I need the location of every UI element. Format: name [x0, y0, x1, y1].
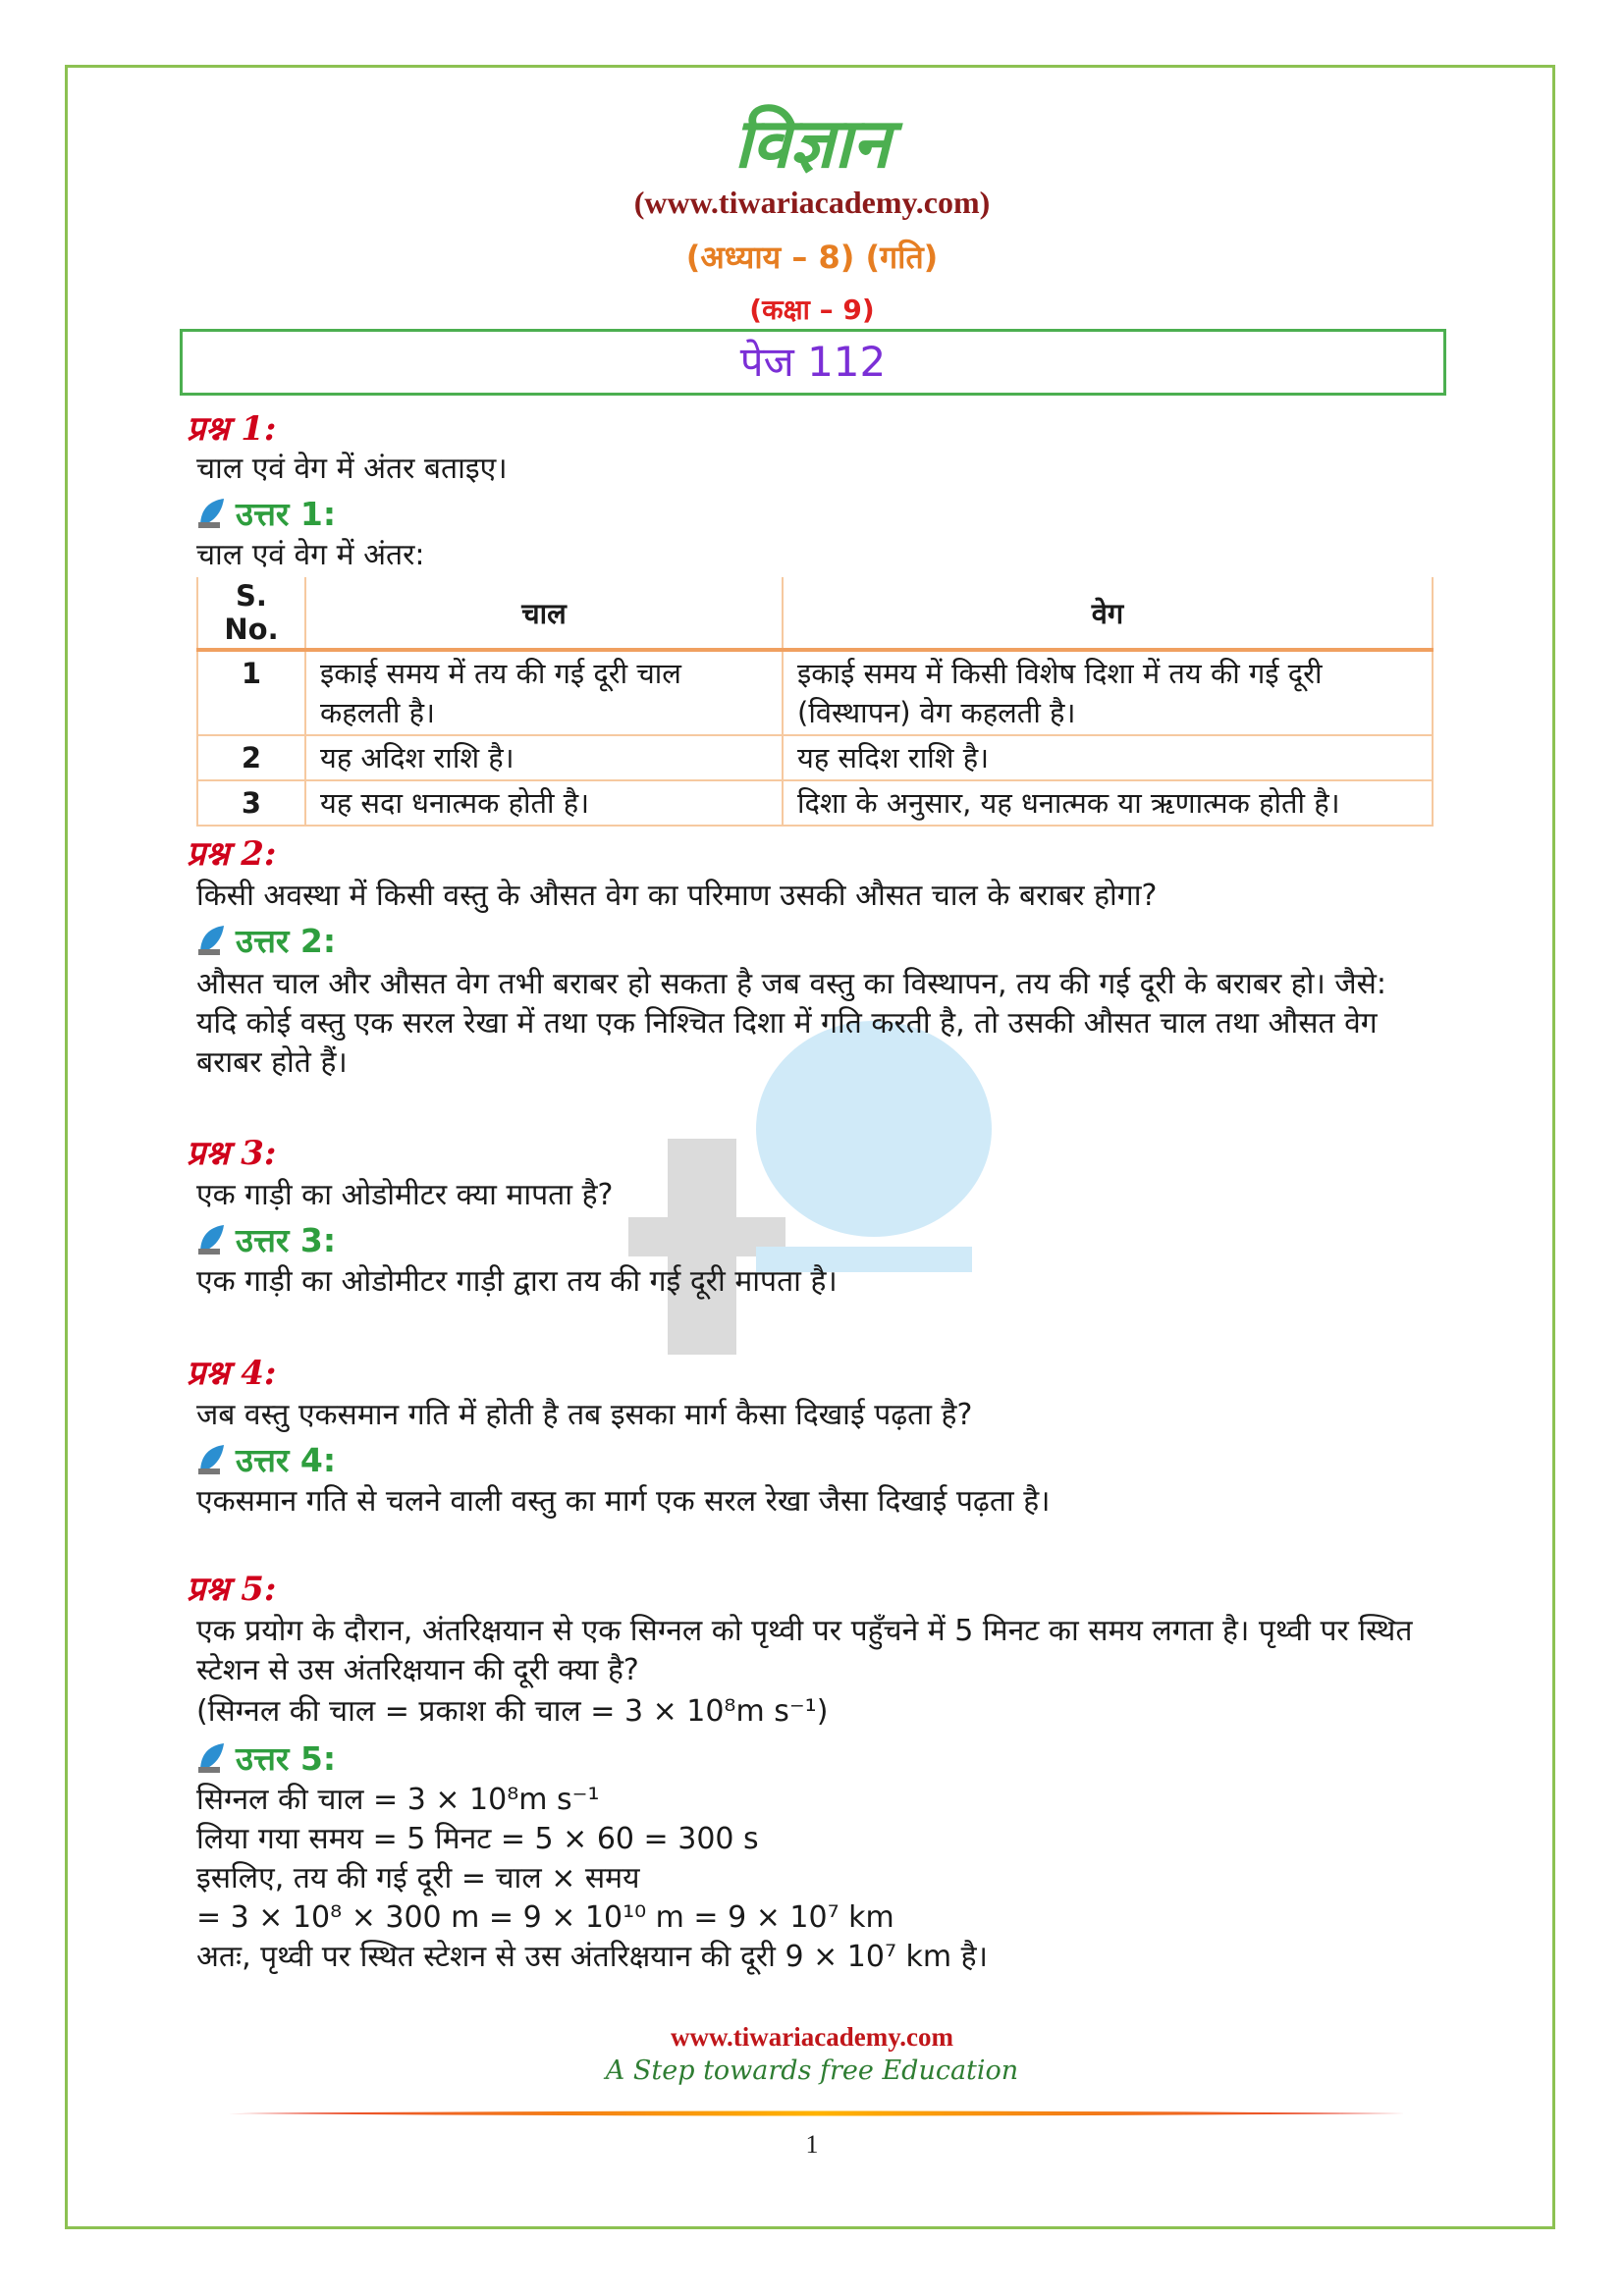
table-cell: 3: [197, 780, 305, 826]
answer-5-heading: [196, 1735, 336, 1780]
class-label: (कक्षा – 9): [749, 294, 875, 326]
table-header-speed: चाल: [305, 577, 783, 650]
answer-5-label: उत्तर 5:: [236, 1739, 337, 1778]
question-5-text: एक प्रयोग के दौरान, अंतरिक्षयान से एक सिग्नल को पृथ्वी पर पहुँचने में 5 मिनट का समय लगता है। पृथ्वी पर स्थित स्टेशन से उस अंतरिक्षयान की दूरी क्या है?: [196, 1614, 1413, 1687]
question-1-label: प्रश्न 1:: [187, 409, 277, 449]
question-1-text: चाल एवं वेग में अंतर बताइए।: [196, 452, 508, 486]
question-4-label: प्रश्न 4:: [187, 1354, 277, 1393]
table-cell: 1: [197, 650, 305, 735]
leaf-icon: [196, 1443, 226, 1476]
table-cell: यह सदिश राशि है।: [783, 735, 1433, 780]
answer-4-heading: [196, 1437, 336, 1481]
question-5-given: (सिग्नल की चाल = प्रकाश की चाल = 3 × 10⁸m s⁻¹): [196, 1694, 829, 1729]
table-header-velocity: वेग: [783, 577, 1433, 650]
question-3-label: प्रश्न 3:: [187, 1134, 277, 1173]
question-4-text: जब वस्तु एकसमान गति में होती है तब इसका मार्ग कैसा दिखाई पढ़ता है?: [196, 1398, 973, 1432]
leaf-icon: [196, 924, 226, 957]
table-row: [197, 735, 1433, 780]
page-number-box: पेज 112: [180, 329, 1446, 396]
answer-2-heading: [196, 918, 336, 962]
answer-5-line: अतः, पृथ्वी पर स्थित स्टेशन से उस अंतरिक्षयान की दूरी 9 × 10⁷ km है।: [196, 1940, 988, 1974]
footer-tagline: A Step towards free Education: [605, 2056, 1019, 2086]
answer-2-text: औसत चाल और औसत वेग तभी बराबर हो सकता है जब वस्तु का विस्थापन, तय की गई दूरी के बराबर हो। जैसे: यदि कोई वस्तु एक सरल रेखा में तथा एक निश्चित दिशा में गति करती है, तो उसकी औसत चाल तथा औसत वेग बराबर होते हैं।: [196, 967, 1387, 1080]
question-2-text: किसी अवस्था में किसी वस्तु के औसत वेग का परिमाण उसकी औसत चाल के बराबर होगा?: [196, 879, 1158, 913]
table-row: [197, 780, 1433, 826]
answer-2-label: उत्तर 2:: [236, 922, 337, 960]
table-row: [197, 650, 1433, 735]
question-3-text: एक गाड़ी का ओडोमीटर क्या मापता है?: [196, 1178, 614, 1212]
header-site-url[interactable]: (www.tiwariacademy.com): [633, 185, 991, 220]
answer-4-label: उत्तर 4:: [236, 1441, 337, 1479]
answer-4-text: एकसमान गति से चलने वाली वस्तु का मार्ग एक सरल रेखा जैसा दिखाई पढ़ता है।: [196, 1484, 1051, 1519]
footer-divider: [229, 2110, 1405, 2116]
answer-5-line: इसलिए, तय की गई दूरी = चाल × समय: [196, 1861, 640, 1896]
answer-5-line: = 3 × 10⁸ × 300 m = 9 × 10¹⁰ m = 9 × 10⁷ km: [196, 1900, 894, 1935]
answer-3-heading: [196, 1217, 336, 1261]
table-cell: इकाई समय में तय की गई दूरी चाल कहलती है।: [305, 650, 783, 735]
table-header-sno: S. No.: [197, 577, 305, 650]
question-5-label: प्रश्न 5:: [187, 1570, 277, 1609]
leaf-icon: [196, 1223, 226, 1256]
answer-3-text: एक गाड़ी का ओडोमीटर गाड़ी द्वारा तय की गई दूरी मापता है।: [196, 1264, 838, 1299]
chapter-label: (अध्याय – 8) (गति): [685, 239, 939, 276]
answer-5-line: लिया गया समय = 5 मिनट = 5 × 60 = 300 s: [196, 1822, 759, 1856]
table-cell: 2: [197, 735, 305, 780]
page-title: विज्ञान: [733, 102, 891, 184]
footer-site-url[interactable]: www.tiwariacademy.com: [671, 2022, 953, 2052]
leaf-icon: [196, 497, 226, 530]
table-cell: यह अदिश राशि है।: [305, 735, 783, 780]
table-cell: यह सदा धनात्मक होती है।: [305, 780, 783, 826]
answer-5-line: सिग्नल की चाल = 3 × 10⁸m s⁻¹: [196, 1783, 600, 1817]
page-number: 1: [805, 2130, 819, 2159]
answer-3-label: उत्तर 3:: [236, 1221, 337, 1259]
question-2-label: प्रश्न 2:: [187, 834, 277, 874]
answer-1-label: उत्तर 1:: [236, 495, 337, 533]
comparison-table: [196, 577, 1434, 827]
answer-1-intro: चाल एवं वेग में अंतर:: [196, 538, 425, 572]
table-cell: दिशा के अनुसार, यह धनात्मक या ऋणात्मक होती है।: [783, 780, 1433, 826]
table-cell: इकाई समय में किसी विशेष दिशा में तय की गई दूरी (विस्थापन) वेग कहलती है।: [783, 650, 1433, 735]
leaf-icon: [196, 1741, 226, 1775]
answer-1-heading: [196, 491, 336, 535]
